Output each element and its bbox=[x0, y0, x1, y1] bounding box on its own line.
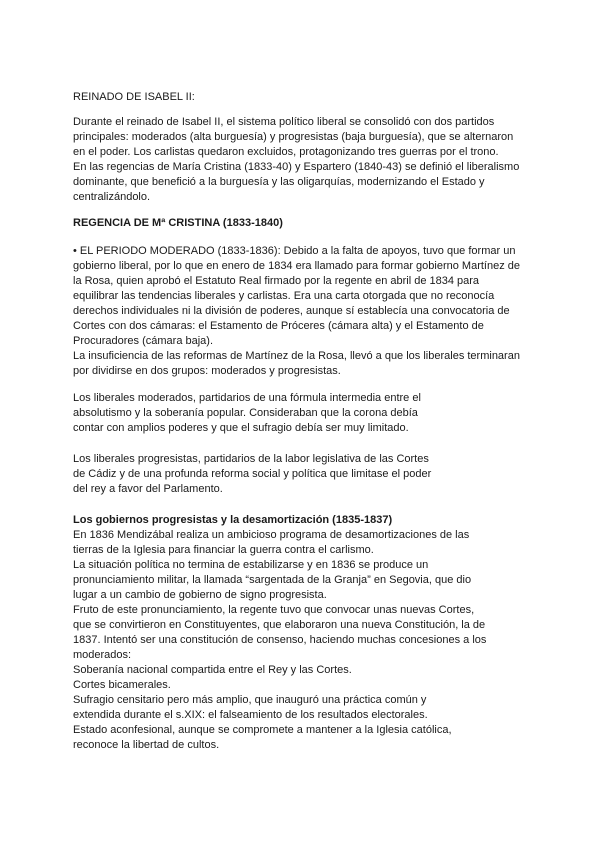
text-line: • EL PERIODO MODERADO (1833-1836): Debido a la falta de apoyos, tuvo que formar un bbox=[73, 245, 516, 257]
text-line: Soberanía nacional compartida entre el Rey y las Cortes. bbox=[73, 664, 352, 676]
text-line: La situación política no termina de estabilizarse y en 1836 se produce un bbox=[73, 559, 429, 571]
text-line: Procuradores (cámara baja). bbox=[73, 335, 214, 347]
text-line: la Rosa, quien aprobó el Estatuto Real firmado por la regente en abril de 1834 para bbox=[73, 275, 480, 287]
text-line: Sufragio censitario pero más amplio, que inauguró una práctica común y bbox=[73, 694, 427, 706]
text-line: que se convirtieron en Constituyentes, que elaboraron una nueva Constitución, la de bbox=[73, 619, 486, 631]
text-line: Estado aconfesional, aunque se compromete a mantener a la Iglesia católica, bbox=[73, 724, 452, 736]
text-line: La insuficiencia de las reformas de Martínez de la Rosa, llevó a que los liberales terminaran bbox=[73, 350, 520, 362]
text-line: de Cádiz y de una profunda reforma social y política que limitase el poder bbox=[73, 468, 432, 480]
text-line: pronunciamiento militar, la llamada “sargentada de la Granja” en Segovia, que dio bbox=[73, 574, 472, 586]
text-line: Cortes con dos cámaras: el Estamento de Próceres (cámara alta) y el Estamento de bbox=[73, 320, 484, 332]
text-line: Los liberales progresistas, partidarios de la labor legislativa de las Cortes bbox=[73, 453, 429, 465]
section-heading: Los gobiernos progresistas y la desamortización (1835-1837) bbox=[73, 514, 393, 526]
text-line: en el poder. Los carlistas quedaron excluidos, protagonizando tres guerras por el trono. bbox=[73, 146, 499, 158]
text-line: contar con amplios poderes y que el sufragio debía ser muy limitado. bbox=[73, 422, 409, 434]
text-line: Fruto de este pronunciamiento, la regente tuvo que convocar unas nuevas Cortes, bbox=[73, 604, 475, 616]
section-heading: REGENCIA DE Mª CRISTINA (1833-1840) bbox=[73, 217, 283, 229]
document-title: REINADO DE ISABEL II: bbox=[73, 91, 195, 103]
text-line: Durante el reinado de Isabel II, el sistema político liberal se consolidó con dos partidos bbox=[73, 116, 495, 128]
text-line: equilibrar las tendencias liberales y carlistas. Era una carta otorgada que no reconocía bbox=[73, 290, 495, 302]
text-line: absolutismo y la soberanía popular. Consideraban que la corona debía bbox=[73, 407, 418, 419]
text-line: reconoce la libertad de cultos. bbox=[73, 739, 220, 751]
text-line: por dividirse en dos grupos: moderados y progresistas. bbox=[73, 365, 341, 377]
text-line: Los liberales moderados, partidarios de una fórmula intermedia entre el bbox=[73, 392, 421, 404]
text-line: principales: moderados (alta burguesía) y progresistas (baja burguesía), que se alternaron bbox=[73, 131, 514, 143]
text-line: moderados: bbox=[73, 649, 132, 661]
text-line: extendida durante el s.XIX: el falseamiento de los resultados electorales. bbox=[73, 709, 428, 721]
text-line: dominante, que benefició a la burguesía y las oligarquías, modernizando el Estado y bbox=[73, 176, 485, 188]
text-line: gobierno liberal, por lo que en enero de 1834 era llamado para formar gobierno Martínez de bbox=[73, 260, 521, 272]
text-line: centralizándolo. bbox=[73, 191, 151, 203]
text-line: Cortes bicamerales. bbox=[73, 679, 171, 691]
text-line: tierras de la Iglesia para financiar la guerra contra el carlismo. bbox=[73, 544, 374, 556]
text-line: 1837. Intentó ser una constitución de consenso, haciendo muchas concesiones a los bbox=[73, 634, 487, 646]
text-line: lugar a un cambio de gobierno de signo progresista. bbox=[73, 589, 327, 601]
text-line: En 1836 Mendizábal realiza un ambicioso programa de desamortizaciones de las bbox=[73, 529, 470, 541]
text-line: derechos individuales ni la división de poderes, aunque sí establecía una convocatoria de bbox=[73, 305, 510, 317]
text-line: del rey a favor del Parlamento. bbox=[73, 483, 223, 495]
text-line: En las regencias de María Cristina (1833-40) y Espartero (1840-43) se definió el liberalismo bbox=[73, 161, 520, 173]
